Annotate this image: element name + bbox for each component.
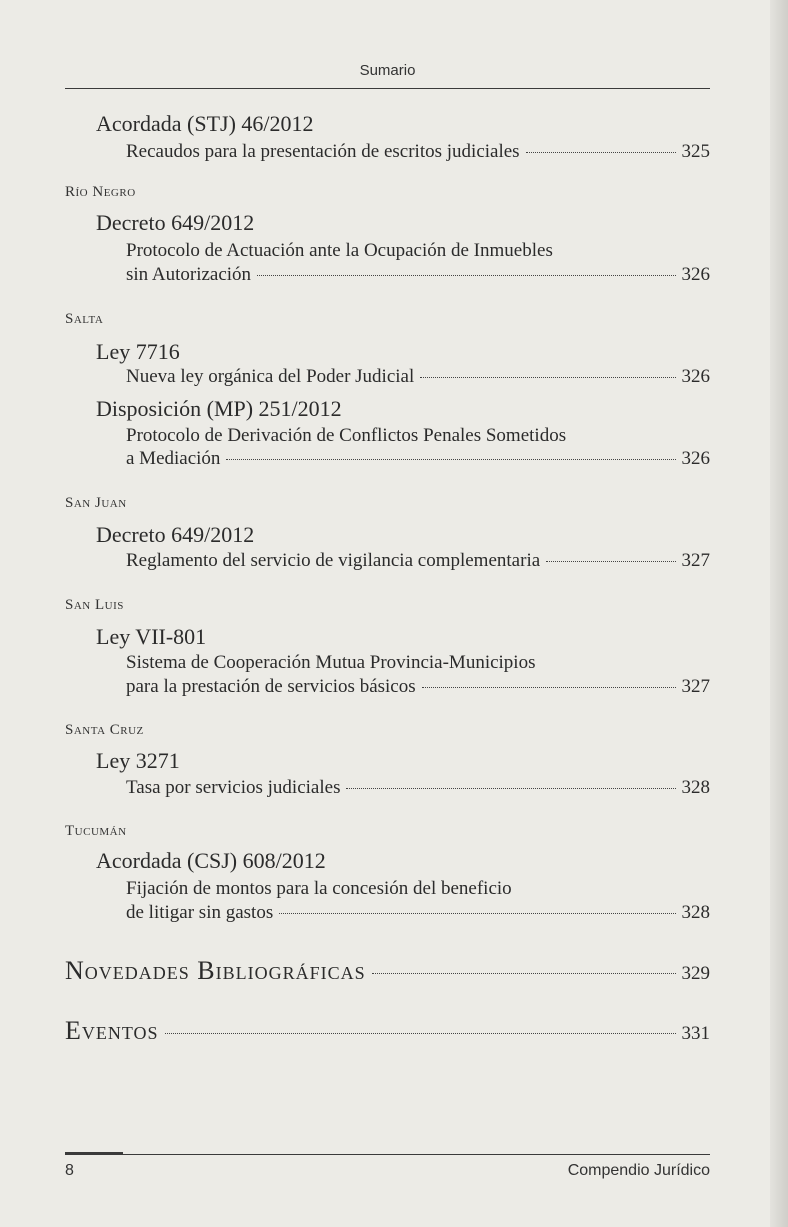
- dot-leader: [165, 1033, 676, 1034]
- toc-entry[interactable]: [126, 366, 710, 388]
- toc-entry-description: Tasa por servicios judiciales: [126, 777, 341, 798]
- toc-section-page: 331: [681, 1023, 710, 1044]
- toc-entry-page: 325: [681, 141, 710, 162]
- toc-entry[interactable]: [126, 777, 710, 799]
- dot-leader: [546, 561, 675, 562]
- toc-entry-page: 327: [681, 676, 710, 697]
- toc-document-title: Acordada (CSJ) 608/2012: [96, 848, 326, 873]
- header-rule: [65, 88, 710, 89]
- footer-rule: [65, 1154, 710, 1155]
- toc-section-eventos[interactable]: [65, 1016, 710, 1046]
- dot-leader: [346, 788, 675, 789]
- toc-entry[interactable]: [126, 448, 710, 470]
- toc-entry-page: 326: [681, 448, 710, 469]
- toc-entry-description: a Mediación: [126, 448, 221, 469]
- toc-entry-page: 326: [681, 366, 710, 387]
- toc-entry-page: 328: [681, 777, 710, 798]
- toc-entry-description: de litigar sin gastos: [126, 902, 274, 923]
- toc-entry[interactable]: [126, 676, 710, 698]
- dot-leader: [372, 973, 676, 974]
- dot-leader: [226, 459, 675, 460]
- toc-document-title: Decreto 649/2012: [96, 522, 255, 547]
- toc-province-heading: Salta: [65, 311, 104, 327]
- toc-entry-page: 328: [681, 902, 710, 923]
- page-header-title: Sumario: [359, 62, 416, 79]
- toc-entry-description: Reglamento del servicio de vigilancia complementaria: [126, 550, 541, 571]
- page-edge: [770, 0, 788, 1227]
- toc-section-title: Novedades Bibliográficas: [65, 956, 366, 985]
- toc-entry-description: Nueva ley orgánica del Poder Judicial: [126, 366, 415, 387]
- dot-leader: [257, 275, 675, 276]
- toc-entry-description: Protocolo de Derivación de Conflictos Penales Sometidos: [126, 425, 567, 446]
- toc-entry-description: Protocolo de Actuación ante la Ocupación de Inmuebles: [126, 240, 553, 261]
- toc-entry-description: Sistema de Cooperación Mutua Provincia-Municipios: [126, 652, 536, 673]
- toc-document-title: Acordada (STJ) 46/2012: [96, 111, 314, 136]
- toc-document-title: Ley VII-801: [96, 624, 207, 649]
- toc-entry[interactable]: [126, 141, 710, 163]
- toc-entry[interactable]: [126, 902, 710, 924]
- dot-leader: [279, 913, 675, 914]
- toc-entry-description: sin Autorización: [126, 264, 252, 285]
- toc-entry[interactable]: [126, 264, 710, 286]
- toc-document-title: Ley 7716: [96, 339, 180, 364]
- dot-leader: [526, 152, 676, 153]
- toc-entry[interactable]: [126, 550, 710, 572]
- dot-leader: [420, 377, 675, 378]
- toc-document-title: Ley 3271: [96, 748, 180, 773]
- toc-entry-description: Recaudos para la presentación de escritos judiciales: [126, 141, 520, 162]
- toc-province-heading: San Juan: [65, 495, 127, 511]
- toc-entry-description: Fijación de montos para la concesión del beneficio: [126, 878, 512, 899]
- toc-entry-description: para la prestación de servicios básicos: [126, 676, 416, 697]
- toc-province-heading: San Luis: [65, 597, 124, 613]
- toc-section-novedades[interactable]: [65, 956, 710, 986]
- toc-document-title: Disposición (MP) 251/2012: [96, 396, 342, 421]
- footer-publication-title: Compendio Jurídico: [567, 1162, 710, 1179]
- footer-page-number: 8: [65, 1162, 74, 1179]
- toc-entry-page: 326: [681, 264, 710, 285]
- dot-leader: [422, 687, 676, 688]
- toc-section-page: 329: [681, 963, 710, 984]
- toc-section-title: Eventos: [65, 1016, 159, 1045]
- toc-document-title: Decreto 649/2012: [96, 210, 255, 235]
- toc-entry-page: 327: [681, 550, 710, 571]
- toc-province-heading: Río Negro: [65, 184, 136, 200]
- toc-province-heading: Santa Cruz: [65, 722, 144, 738]
- toc-province-heading: Tucumán: [65, 823, 127, 839]
